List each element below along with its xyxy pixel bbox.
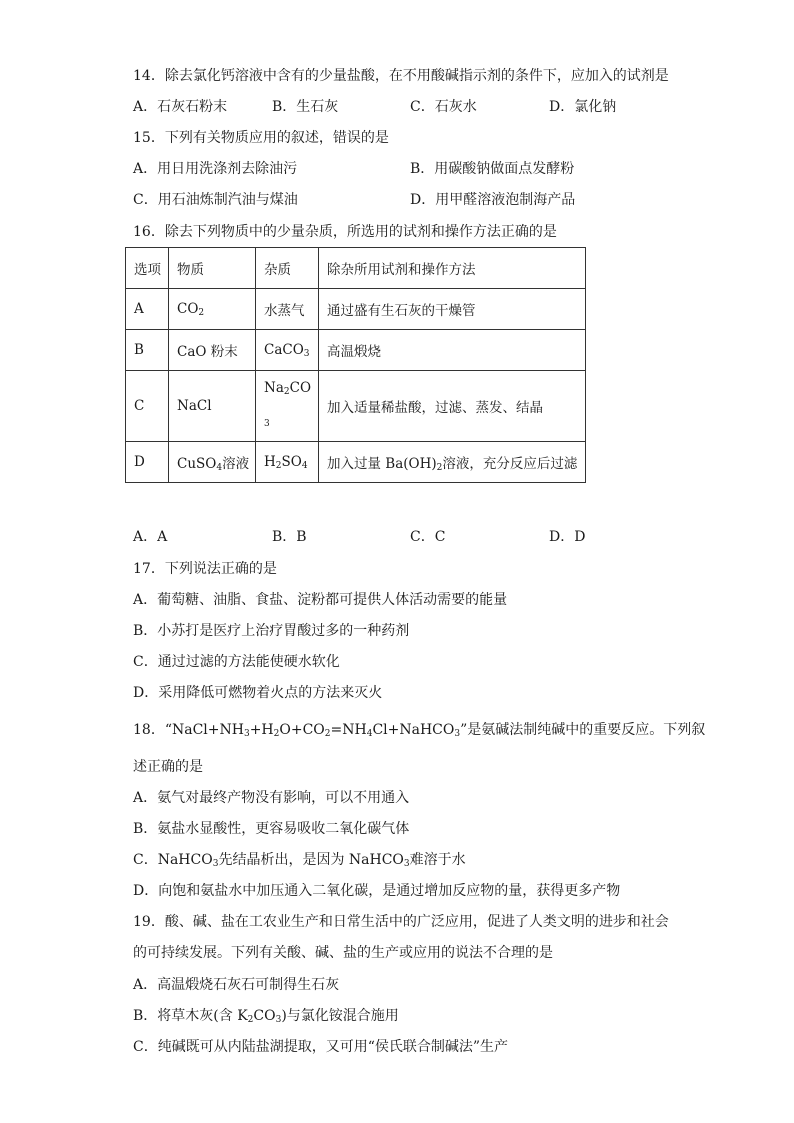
table-cell: C bbox=[126, 371, 169, 442]
subscript: 3 bbox=[454, 729, 461, 739]
q17-option-c[interactable]: C．通过过滤的方法能使硬水软化 bbox=[133, 654, 340, 670]
formula-line-1 bbox=[264, 379, 318, 401]
q16-option-b[interactable]: B．B bbox=[272, 529, 307, 545]
table-cell bbox=[319, 442, 586, 483]
table-cell: 高温煅烧 bbox=[319, 330, 586, 371]
table-row bbox=[126, 330, 586, 371]
q18-text: 难溶于水 bbox=[409, 852, 466, 868]
q18-stem bbox=[133, 721, 705, 743]
q17-option-a[interactable]: A．葡萄糖、油脂、食盐、淀粉都可提供人体活动需要的能量 bbox=[133, 592, 508, 608]
table-cell: NaCl bbox=[169, 371, 256, 442]
q19-text: )与氯化铵混合施用 bbox=[281, 1008, 399, 1024]
q17-stem: 17．下列说法正确的是 bbox=[133, 561, 277, 577]
table-cell: 通过盛有生石灰的干燥管 bbox=[319, 289, 586, 330]
subscript: 2 bbox=[324, 729, 331, 739]
q18-text: ”是氨碱法制纯碱中的重要反应。下列叙 bbox=[460, 722, 706, 738]
subscript: 4 bbox=[216, 462, 223, 473]
table-cell: A bbox=[126, 289, 169, 330]
q15-option-d[interactable]: D．用甲醛溶液泡制海产品 bbox=[410, 192, 576, 208]
subscript: 2 bbox=[275, 460, 282, 471]
q15-option-a[interactable]: A．用日用洗涤剂去除油污 bbox=[133, 161, 298, 177]
formula-text: 加入过量 Ba(OH) bbox=[327, 455, 437, 472]
table-cell: D bbox=[126, 442, 169, 483]
formula-text: 溶液，充分反应后过滤 bbox=[442, 455, 578, 472]
formula-text: H bbox=[264, 453, 276, 470]
q18-option-a[interactable]: A．氨气对最终产物没有影响，可以不用通入 bbox=[133, 790, 410, 806]
subscript: 3 bbox=[264, 419, 270, 429]
formula-text: CuSO bbox=[177, 455, 217, 472]
q17-option-b[interactable]: B．小苏打是医疗上治疗胃酸过多的一种药剂 bbox=[133, 623, 410, 639]
q18-text: O+CO bbox=[279, 722, 325, 738]
header-cell: 物质 bbox=[169, 248, 256, 289]
formula-text: CO bbox=[177, 300, 199, 317]
header-cell: 除杂所用试剂和操作方法 bbox=[319, 248, 586, 289]
table-row bbox=[126, 371, 586, 442]
table-header-row bbox=[126, 248, 586, 289]
formula-text: CaCO bbox=[264, 341, 304, 358]
table-cell bbox=[256, 330, 319, 371]
q16-table bbox=[125, 247, 586, 483]
table-cell: 水蒸气 bbox=[256, 289, 319, 330]
q17-option-d[interactable]: D．采用降低可燃物着火点的方法来灭火 bbox=[133, 685, 383, 701]
header-cell: 选项 bbox=[126, 248, 169, 289]
q18-text: +H bbox=[249, 722, 274, 738]
q16-option-a[interactable]: A．A bbox=[133, 529, 168, 545]
subscript: 2 bbox=[273, 729, 280, 739]
q14-option-c[interactable]: C．石灰水 bbox=[410, 99, 477, 115]
table-cell bbox=[169, 289, 256, 330]
q18-option-b[interactable]: B．氨盐水显酸性，更容易吸收二氧化碳气体 bbox=[133, 821, 410, 837]
q15-option-b[interactable]: B．用碳酸钠做面点发酵粉 bbox=[410, 161, 575, 177]
q16-option-c[interactable]: C．C bbox=[410, 529, 446, 545]
formula-text: CO bbox=[289, 380, 312, 396]
q19-text: CO bbox=[253, 1008, 276, 1024]
subscript: 3 bbox=[275, 1015, 282, 1025]
q14-stem: 14．除去氯化钙溶液中含有的少量盐酸，在不用酸碱指示剂的条件下，应加入的试剂是 bbox=[133, 68, 669, 84]
subscript: 2 bbox=[436, 462, 443, 473]
q18-option-c[interactable] bbox=[133, 851, 466, 873]
q18-stem-line2: 述正确的是 bbox=[133, 759, 203, 775]
subscript: 2 bbox=[283, 387, 290, 397]
subscript: 3 bbox=[403, 859, 410, 869]
q18-text: Cl+NaHCO bbox=[372, 722, 455, 738]
subscript: 4 bbox=[366, 729, 373, 739]
q18-text: C．NaHCO bbox=[133, 852, 213, 868]
q14-option-a[interactable]: A．石灰石粉末 bbox=[133, 99, 228, 115]
table-cell bbox=[256, 371, 319, 442]
table-cell bbox=[169, 442, 256, 483]
subscript: 2 bbox=[247, 1015, 254, 1025]
subscript: 3 bbox=[303, 348, 310, 359]
formula-line-2 bbox=[264, 411, 318, 433]
q16-option-d[interactable]: D．D bbox=[549, 529, 586, 545]
q19-text: B．将草木灰(含 K bbox=[133, 1008, 248, 1024]
q18-option-d[interactable]: D．向饱和氨盐水中加压通入二氧化碳，是通过增加反应物的量，获得更多产物 bbox=[133, 883, 621, 899]
q14-option-d[interactable]: D．氯化钠 bbox=[549, 99, 617, 115]
table-cell bbox=[256, 442, 319, 483]
formula-text: 溶液 bbox=[222, 455, 250, 472]
q16-stem: 16．除去下列物质中的少量杂质，所选用的试剂和操作方法正确的是 bbox=[133, 224, 557, 240]
table-cell: 加入适量稀盐酸，过滤、蒸发、结晶 bbox=[319, 371, 586, 442]
q19-option-b[interactable] bbox=[133, 1007, 399, 1029]
subscript: 3 bbox=[243, 729, 250, 739]
table-cell: CaO 粉末 bbox=[169, 330, 256, 371]
subscript: 4 bbox=[301, 460, 308, 471]
q19-stem-line2: 的可持续发展。下列有关酸、碱、盐的生产或应用的说法不合理的是 bbox=[133, 945, 553, 961]
q15-stem: 15．下列有关物质应用的叙述，错误的是 bbox=[133, 130, 389, 146]
q14-option-b[interactable]: B．生石灰 bbox=[272, 99, 339, 115]
formula-text: SO bbox=[281, 453, 302, 470]
q18-text: 18．“NaCl+NH bbox=[133, 722, 244, 738]
table-row bbox=[126, 289, 586, 330]
q19-stem-line1: 19．酸、碱、盐在工农业生产和日常生活中的广泛应用，促进了人类文明的进步和社会 bbox=[133, 914, 669, 930]
table-cell: B bbox=[126, 330, 169, 371]
q15-option-c[interactable]: C．用石油炼制汽油与煤油 bbox=[133, 192, 298, 208]
q19-option-c[interactable]: C．纯碱既可从内陆盐湖提取，又可用“侯氏联合制碱法”生产 bbox=[133, 1039, 509, 1055]
header-cell: 杂质 bbox=[256, 248, 319, 289]
q19-option-a[interactable]: A．高温煅烧石灰石可制得生石灰 bbox=[133, 977, 340, 993]
table-row bbox=[126, 442, 586, 483]
subscript: 2 bbox=[198, 307, 205, 318]
q18-text: 先结晶析出，是因为 NaHCO bbox=[218, 852, 404, 868]
q18-text: =NH bbox=[330, 722, 367, 738]
formula-text: Na bbox=[264, 380, 284, 396]
subscript: 3 bbox=[212, 859, 219, 869]
